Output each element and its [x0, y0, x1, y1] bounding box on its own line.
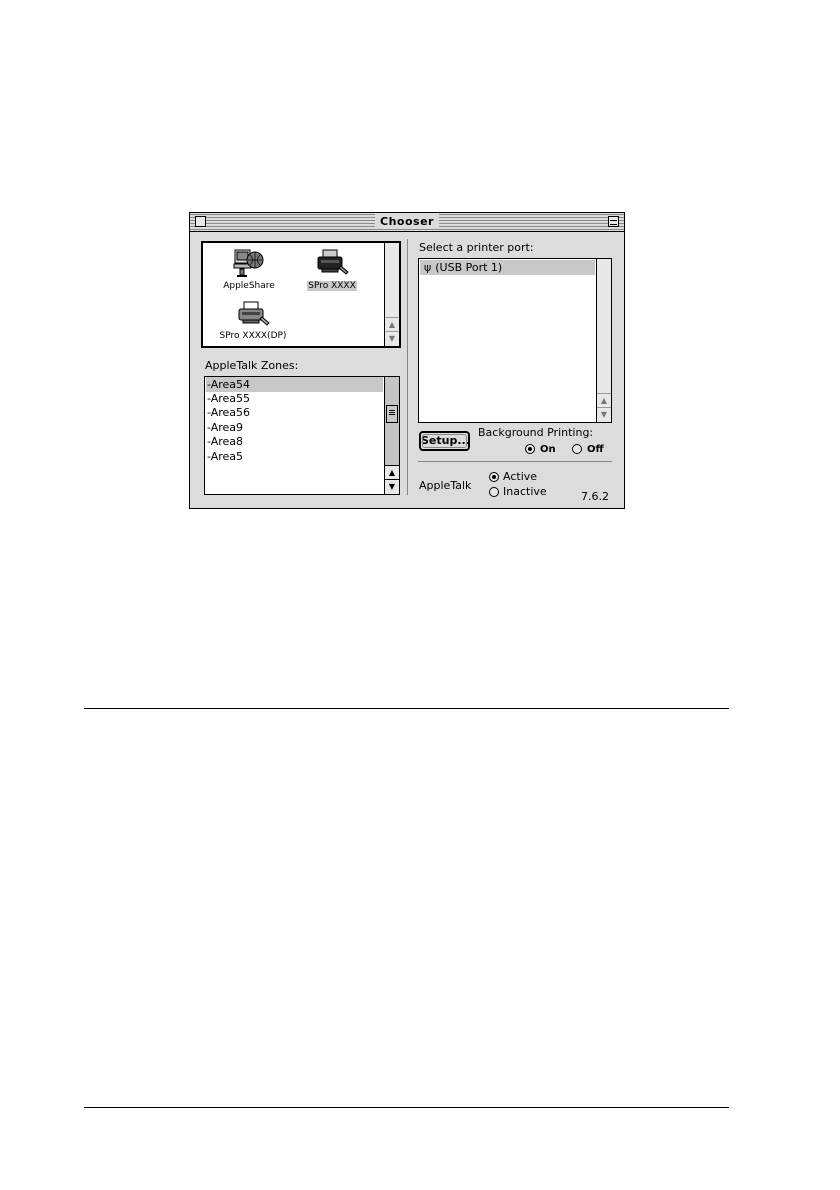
device-spro[interactable] [303, 248, 361, 292]
title-bar[interactable] [190, 213, 624, 232]
port-list-scrollbar[interactable] [596, 259, 611, 422]
scroll-down-arrow-icon[interactable]: ▼ [385, 331, 399, 346]
usb-icon: ψ [424, 261, 432, 274]
zone-item[interactable]: -Area8 [207, 435, 244, 448]
window-title: Chooser [375, 214, 439, 229]
device-list-scrollbar[interactable] [384, 243, 399, 346]
page-rule-bottom [84, 1107, 729, 1108]
chooser-window [189, 212, 625, 509]
zone-item[interactable]: -Area5 [207, 450, 244, 463]
appletalk-active-label: Active [503, 470, 538, 483]
horizontal-divider [418, 461, 612, 462]
panel-divider [407, 239, 408, 495]
zones-scrollbar[interactable] [384, 377, 399, 494]
scroll-thumb[interactable] [386, 405, 398, 423]
appletalk-active-radio[interactable] [489, 472, 499, 482]
page-rule-top [84, 708, 729, 709]
scroll-down-arrow-icon[interactable]: ▼ [385, 479, 399, 494]
background-printing-on-label: On [540, 444, 556, 455]
scroll-up-arrow-icon[interactable]: ▲ [385, 465, 399, 480]
zone-item[interactable]: -Area9 [207, 421, 244, 434]
background-printing-label: Background Printing: [478, 426, 594, 439]
version-label: 7.6.2 [581, 490, 609, 503]
setup-button[interactable]: Setup... [419, 431, 470, 451]
appleshare-icon [232, 248, 266, 280]
port-item[interactable] [420, 260, 595, 275]
appletalk-inactive-radio[interactable] [489, 487, 499, 497]
background-printing-off-radio[interactable] [572, 444, 582, 454]
appletalk-label: AppleTalk [419, 479, 472, 492]
port-heading: Select a printer port: [419, 241, 534, 254]
device-label: AppleShare [223, 281, 275, 291]
scroll-up-arrow-icon[interactable]: ▲ [385, 317, 399, 332]
port-list[interactable] [418, 258, 612, 423]
zone-item[interactable]: -Area56 [207, 406, 251, 419]
appletalk-inactive-label: Inactive [503, 485, 547, 498]
zone-item[interactable]: -Area55 [207, 392, 251, 405]
collapse-box[interactable] [608, 216, 619, 227]
close-box[interactable] [195, 216, 206, 227]
printer-icon [315, 248, 349, 280]
zones-list[interactable] [204, 376, 400, 495]
scroll-up-arrow-icon[interactable]: ▲ [597, 393, 611, 408]
device-label: SPro XXXX [308, 281, 356, 291]
device-spro-dp[interactable] [217, 300, 289, 342]
printer-icon [236, 300, 270, 330]
scroll-down-arrow-icon[interactable]: ▼ [597, 407, 611, 422]
device-list[interactable] [201, 241, 401, 348]
device-appleshare[interactable] [219, 248, 279, 292]
zones-heading: AppleTalk Zones: [205, 359, 299, 372]
port-label: (USB Port 1) [435, 261, 503, 274]
background-printing-off-label: Off [587, 444, 604, 455]
background-printing-on-radio[interactable] [525, 444, 535, 454]
device-label: SPro XXXX(DP) [219, 331, 287, 341]
zone-item[interactable]: -Area54 [206, 377, 383, 392]
